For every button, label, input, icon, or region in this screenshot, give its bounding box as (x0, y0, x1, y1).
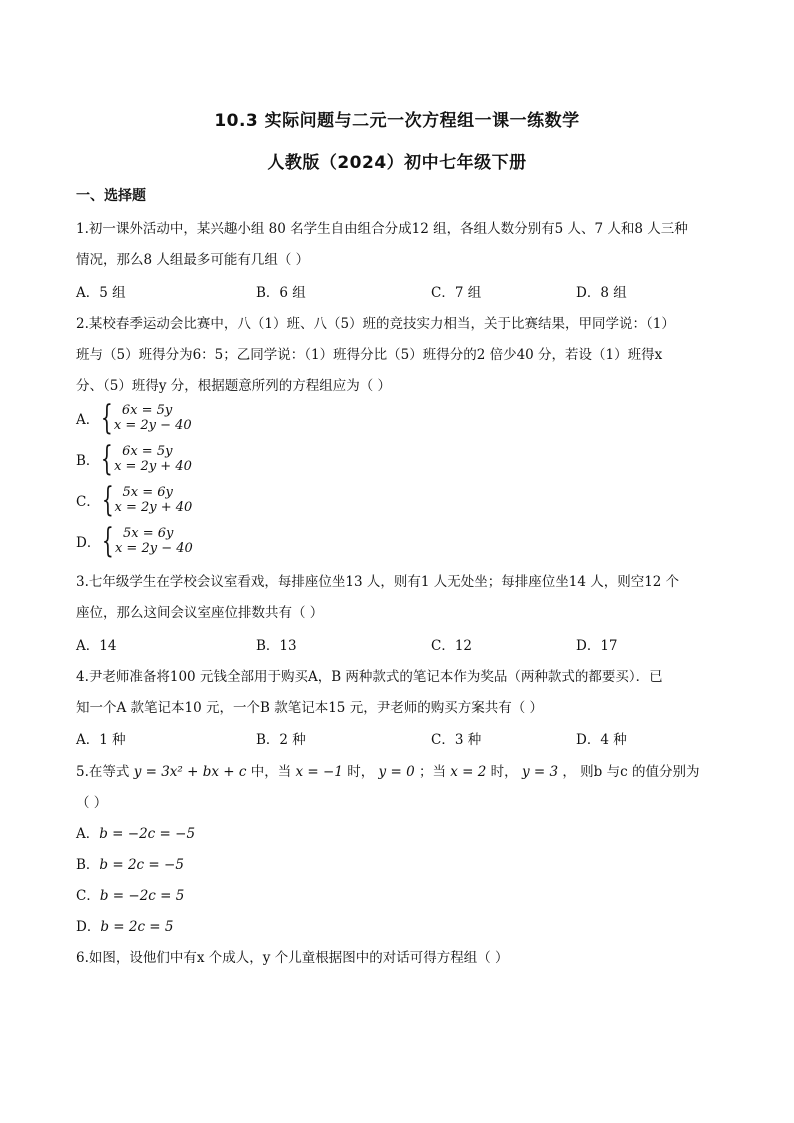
q3-text-line2: 座位，那么这间会议室座位排数共有（ ） (76, 605, 324, 621)
document-subtitle: 人教版（2024）初中七年级下册 (267, 153, 527, 173)
q2-text-line2: 班与（5）班得分为6：5；乙同学说：（1）班得分比（5）班得分的2 倍少40 分，若设（1）班得x (76, 347, 663, 363)
equation-1: 5x = 6y (122, 485, 173, 500)
equation-2: x = 2y + 40 (114, 459, 192, 474)
equation-2: x = 2y − 40 (113, 418, 192, 433)
q5-option-d (76, 915, 174, 935)
option-math: b = 2c = 5 (100, 919, 174, 935)
q3-option-d: D．17 (576, 638, 618, 654)
left-brace-icon: { (101, 439, 114, 479)
q1-option-a: A．5 组 (76, 285, 126, 301)
q2-text-line3: 分、（5）班得y 分，根据题意所列的方程组应为（ ） (76, 378, 392, 394)
equation-2: x = 2y + 40 (114, 500, 193, 515)
option-label: A． (76, 826, 100, 842)
option-math: b = −2c = 5 (99, 888, 185, 904)
equation-1: 6x = 5y (122, 444, 173, 459)
left-brace-icon: { (101, 398, 114, 438)
option-label: D． (76, 535, 101, 551)
option-label: C． (76, 888, 100, 904)
q3-option-a: A．14 (76, 638, 117, 654)
q5-equation: y = 3x² + bx + c (133, 764, 247, 780)
q5-option-c (76, 884, 184, 904)
q5-text-suffix: ， 则b 与c 的值分别为 (562, 764, 700, 780)
q5-text-prefix: 5.在等式 (76, 764, 130, 780)
q5-x-value-1: x = −1 (295, 764, 343, 780)
left-brace-icon: { (101, 480, 114, 520)
q5-option-a (76, 822, 195, 842)
equation-1: 6x = 5y (121, 403, 173, 418)
equation-2: x = 2y − 40 (114, 541, 193, 556)
q1-option-c: C．7 组 (431, 285, 482, 301)
section-heading: 一、选择题 (76, 188, 146, 204)
q5-y-value-2: y = 3 (521, 764, 559, 780)
q2-option-a (76, 398, 192, 438)
q3-option-c: C．12 (431, 638, 473, 654)
q5-text-then: 时， (347, 764, 375, 780)
q2-option-c (76, 480, 193, 520)
q1-text-line2: 情况，那么8 人组最多可能有几组（ ） (76, 252, 310, 268)
q5-text-line1 (76, 760, 699, 780)
q1-option-b: B．6 组 (256, 285, 306, 301)
left-brace-icon: { (102, 521, 115, 561)
option-label: B． (76, 857, 100, 873)
q2-text-line1: 2.某校春季运动会比赛中，八（1）班、八（5）班的竞技实力相当，关于比赛结果，甲同学说：（1） (76, 316, 675, 332)
option-math: b = 2c = −5 (99, 857, 184, 873)
option-label: A． (76, 412, 100, 428)
q1-text-line1: 1.初一课外活动中，某兴趣小组 80 名学生自由组合分成12 组，各组人数分别有5 人、7 人和8 人三种 (76, 221, 688, 237)
q4-option-c: C．3 种 (431, 732, 482, 748)
q4-text-line2: 知一个A 款笔记本10 元，一个B 款笔记本15 元，尹老师的购买方案共有（ ） (76, 700, 543, 716)
option-label: C． (76, 494, 100, 510)
q4-text-line1: 4.尹老师准备将100 元钱全部用于购买A，B 两种款式的笔记本作为奖品（两种款式的都要买）．已 (76, 669, 663, 685)
q5-text-when-2: ；当 (418, 764, 446, 780)
q2-option-b (76, 439, 192, 479)
q5-option-b (76, 853, 184, 873)
option-math: b = −2c = −5 (99, 826, 196, 842)
document-title: 10.3 实际问题与二元一次方程组一课一练数学 (214, 111, 580, 131)
q5-text-line2: （ ） (76, 795, 108, 811)
q5-x-value-2: x = 2 (450, 764, 487, 780)
q4-option-d: D．4 种 (576, 732, 627, 748)
q4-option-a: A．1 种 (76, 732, 126, 748)
q3-text-line1: 3.七年级学生在学校会议室看戏，每排座位坐13 人，则有1 人无处坐；每排座位坐14 人，则空12 个 (76, 574, 680, 590)
q5-y-value-1: y = 0 (378, 764, 415, 780)
equation-1: 5x = 6y (122, 526, 174, 541)
q6-text-line1: 6.如图，设他们中有x 个成人，y 个儿童根据图中的对话可得方程组（ ） (76, 950, 509, 966)
q5-text-then-2: 时， (490, 764, 518, 780)
q2-option-d (76, 521, 193, 561)
option-label: B． (76, 453, 100, 469)
q4-option-b: B．2 种 (256, 732, 306, 748)
option-label: D． (76, 919, 101, 935)
q1-option-d: D．8 组 (576, 285, 627, 301)
q5-text-when: 中，当 (250, 764, 292, 780)
q3-option-b: B．13 (256, 638, 297, 654)
